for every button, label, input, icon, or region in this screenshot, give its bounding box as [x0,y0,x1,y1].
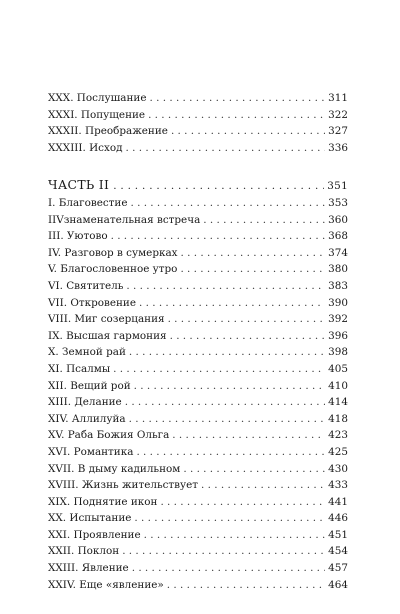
toc-entry-title: XVIII. Жизнь жительствует [48,479,199,492]
toc-entry-page: 457 [328,562,348,575]
toc-entry-page: 410 [328,379,348,392]
toc-entry-page: 423 [328,429,348,442]
dot-leader [201,477,325,494]
toc-entry-title: XXIV. Еще «явление» [48,578,164,591]
toc-entry-title: XIV. Аллилуйа [48,412,126,425]
toc-entry [48,107,348,124]
dot-leader [126,140,326,157]
toc-entry [48,411,348,428]
toc-entry [48,90,348,107]
toc-entry [48,295,348,312]
toc-entry-page: 451 [328,528,348,541]
toc-entry [48,461,348,478]
toc-top-section [48,90,348,156]
toc-entry [48,560,348,577]
toc-entry [48,427,348,444]
dot-leader [125,394,325,411]
dot-leader [130,195,325,212]
toc-entry-title: V. Благословенное утро [48,263,178,276]
toc-entry-page: 327 [328,125,348,138]
toc-entry-page: 433 [328,479,348,492]
toc-entry-title: XVI. Романтика [48,445,134,458]
dot-leader [126,278,325,295]
toc-entry-title: III. Уютово [48,230,108,243]
dot-leader [167,577,325,594]
dot-leader [139,295,325,312]
dot-leader [144,527,326,544]
toc-entry [48,477,348,494]
toc-entry [48,245,348,262]
dot-leader [111,228,326,245]
dot-leader [132,560,325,577]
dot-leader [148,107,325,124]
dot-leader [129,344,325,361]
toc-entry [48,394,348,411]
toc-entry-page: 396 [328,329,348,342]
toc-entry-title: XXXII. Преображение [48,125,168,138]
toc-entry-page: 383 [328,279,348,292]
dot-leader [122,543,325,560]
toc-entry-title: XX. Испытание [48,512,132,525]
toc-entry-title: IX. Высшая гармония [48,329,167,342]
toc-entry-title: XIX. Поднятие икон [48,495,158,508]
toc-entry-title: XIII. Делание [48,396,122,409]
toc-entry-title: XV. Раба Божия Ольга [48,429,170,442]
toc-entry-title: XXII. Поклон [48,545,120,558]
toc-entry [48,140,348,157]
toc-entry-page: 336 [328,141,348,154]
toc-entry [48,328,348,345]
toc-entry-page: 398 [328,346,348,359]
dot-leader [203,212,325,229]
toc-entry-page: 390 [328,296,348,309]
toc-entry-page: 380 [328,263,348,276]
toc-entry-page: 454 [328,545,348,558]
toc-entry-page: 405 [328,362,348,375]
toc-entry [48,444,348,461]
toc-entry-page: 441 [328,495,348,508]
dot-leader [113,361,325,378]
toc-entry-title: XII. Вещий рой [48,379,131,392]
toc-entry [48,311,348,328]
dot-leader [134,378,326,395]
toc-entry-page: 368 [328,230,348,243]
toc-entry-page: 311 [328,92,348,104]
toc-entry-page: 360 [328,213,348,226]
dot-leader [171,123,325,140]
toc-entry-title: XVII. В дыму кадильном [48,462,181,475]
dot-leader [113,176,324,196]
toc-entry-page: 322 [328,108,348,121]
dot-leader [129,411,326,428]
dot-leader [172,427,325,444]
toc-entry-page: 425 [328,445,348,458]
toc-part-section [48,175,348,593]
toc-entry-title: XXI. Проявление [48,528,141,541]
dot-leader [170,328,326,345]
toc-entry-title: XI. Псалмы [48,362,111,375]
toc-entry [48,228,348,245]
toc-entry-page: 353 [328,197,348,209]
toc-entry [48,527,348,544]
toc-entry-page: 414 [328,396,348,409]
toc-entry [48,361,348,378]
toc-entry-title: VIII. Миг созерцания [48,313,165,326]
toc-entry-page: 374 [328,246,348,259]
toc-entry [48,378,348,395]
toc-entry-title: X. Земной рай [48,346,126,359]
toc-entry-title: I. Благовестие [48,197,128,209]
dot-leader [180,261,325,278]
part-heading [48,175,348,195]
dot-leader [168,311,326,328]
toc-entry-page: 392 [328,313,348,326]
toc-entry-title: XXX. Послушание [48,92,147,104]
dot-leader [160,494,325,511]
toc-entry [48,494,348,511]
toc-entry [48,510,348,527]
toc-entry [48,577,348,594]
toc-entry-title: XXXIII. Исход [48,141,123,154]
toc-entry-title: XXIII. Явление [48,562,129,575]
toc-entry-page: 446 [328,512,348,525]
toc-entry [48,344,348,361]
toc-entry [48,123,348,140]
toc-entry-title: XXXI. Попущение [48,108,146,121]
toc-entry [48,278,348,295]
toc-entry [48,543,348,560]
toc-entry [48,195,348,212]
toc-entry [48,212,348,229]
dot-leader [136,444,325,461]
dot-leader [150,90,326,107]
toc-entry-title: VI. Святитель [48,279,124,292]
part-title: ЧАСТЬ II [48,177,110,192]
dot-leader [181,245,326,262]
toc-entry [48,261,348,278]
toc-entry-page: 430 [328,462,348,475]
toc-entry-title: VII. Откровение [48,296,136,309]
dot-leader [134,510,325,527]
dot-leader [183,461,325,478]
toc-entry-title: IV. Разговор в сумерках [48,246,178,259]
toc-entry-page: 418 [328,412,348,425]
part-page: 351 [327,180,348,192]
toc-entry-page: 464 [328,578,348,591]
toc-entry-title: IIVзнаменательная встреча [48,213,201,226]
